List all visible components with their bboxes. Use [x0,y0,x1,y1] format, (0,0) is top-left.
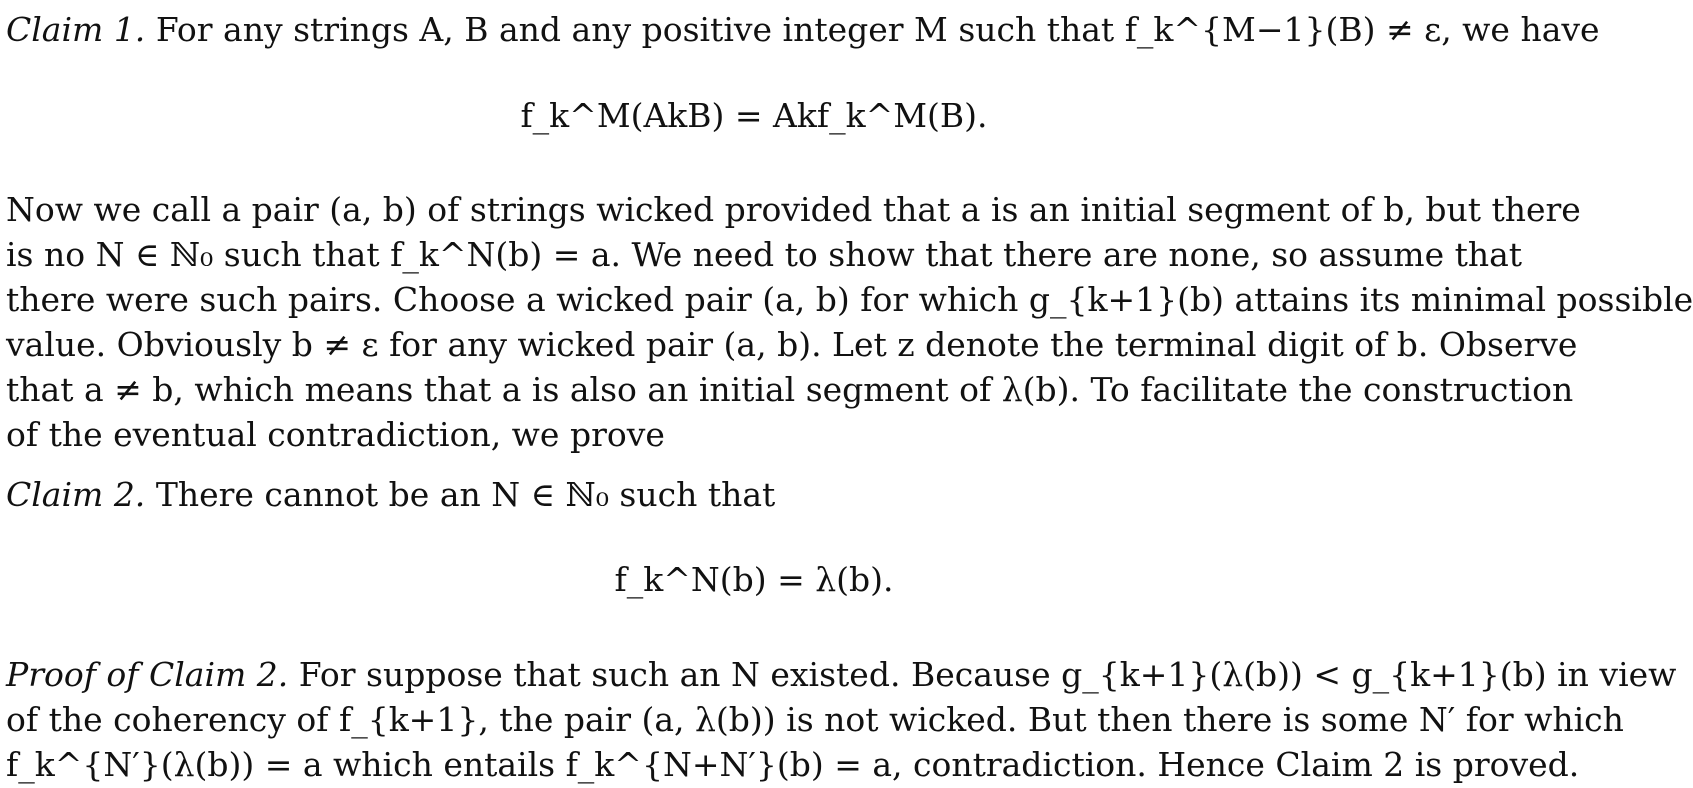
proof-line-2: of the coherency of f_{k+1}, the pair (a, λ(b)) is not wicked. But then there is some N′ for which [6,700,1624,739]
claim1-statement [6,10,1600,50]
claim2-statement [6,475,1500,515]
paragraph-line-4: value. Obviously b ≠ ε for any wicked pair (a, b). Let z denote the terminal digit of b. Observe [6,325,1578,364]
paragraph-line-5: that a ≠ b, which means that a is also an initial segment of λ(b). To facilitate the construction [6,370,1574,409]
claim1-lead: Claim 1. [6,10,146,49]
proof-line-3: f_k^{N′}(λ(b)) = a which entails f_k^{N+N′}(b) = a, contradiction. Hence Claim 2 is proved. [6,745,1580,784]
paragraph-line-2: is no N ∈ ℕ₀ such that f_k^N(b) = a. We need to show that there are none, so assume that [6,235,1523,274]
proof-lead: Proof of Claim 2. [6,655,289,694]
paragraph-line-1: Now we call a pair (a, b) of strings wicked provided that a is an initial segment of b, but there [6,190,1581,229]
paragraph-line-3: there were such pairs. Choose a wicked pair (a, b) for which g_{k+1}(b) attains its minimal possible [6,280,1693,319]
claim1-text: For any strings A, B and any positive integer M such that f_k^{M−1}(B) ≠ ε, we have [155,10,1600,49]
claim1-equation: f_k^M(AkB) = Akf_k^M(B). [520,96,988,135]
paragraph-line-6: of the eventual contradiction, we prove [6,415,665,454]
proof-line-1 [6,655,1677,695]
claim2-lead: Claim 2. [6,475,146,514]
proof-line-1-text: For suppose that such an N existed. Because g_{k+1}(λ(b)) < g_{k+1}(b) in view [298,655,1677,694]
claim2-text: There cannot be an N ∈ ℕ₀ such that [155,475,776,514]
claim2-equation: f_k^N(b) = λ(b). [614,560,894,599]
